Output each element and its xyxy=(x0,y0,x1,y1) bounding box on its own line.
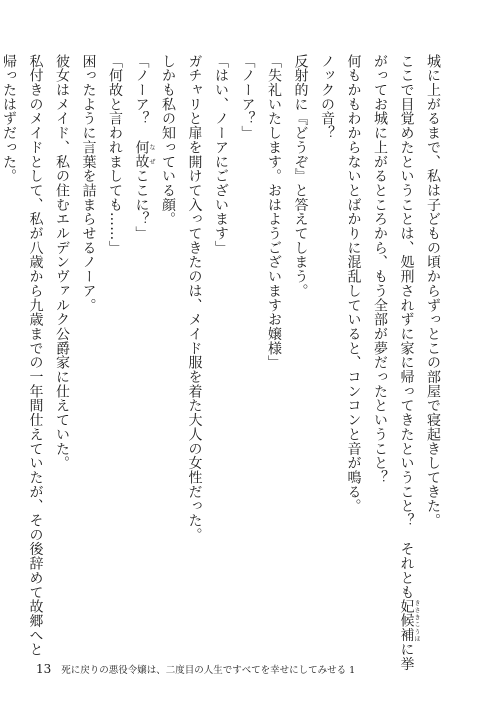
text-line: しかも私の知っている顔。 xyxy=(160,54,176,227)
text-line: 困ったように言葉を詰まらせるノーア。 xyxy=(80,54,97,313)
text-line: 反射的に『どうぞ』と答えてしまう。 xyxy=(292,54,309,298)
text-line: 城に上がるまで、私は子どもの頃からずっとこの部屋で寝起きしてきた。 xyxy=(425,54,441,528)
book-title: 死に戻りの悪役令嬢は、二度目の人生ですべてを幸せにしてみせる 1 xyxy=(61,665,356,676)
text-line: 帰ったはずだった。 xyxy=(1,54,17,184)
page-number: 13 xyxy=(36,662,52,676)
text-line: ノックの音？ xyxy=(319,54,335,141)
ruby-word: 何故なぜ xyxy=(133,140,155,169)
text-line: 「何故と言われましても……」 xyxy=(107,54,123,255)
page-footer xyxy=(36,662,355,676)
text-line: 「はい、ノーアにございます」 xyxy=(213,54,229,255)
text-line: 何もかもわからないとばかりに混乱していると、コンコンと音が鳴る。 xyxy=(345,54,362,514)
text-line: ガチャリと扉を開けて入ってきたのは、メイド服を着た大人の女性だった。 xyxy=(186,54,203,542)
ruby-word: 妃候補きさきこうほ xyxy=(398,599,420,643)
text-line: 「失礼いたします。おはようございますお嬢様」 xyxy=(266,54,282,370)
text-line: 彼女はメイド、私の住むエルデンヴァルク公爵家に仕えていた。 xyxy=(54,54,70,471)
text-line: 「ノーア？」 xyxy=(239,54,256,141)
text-line: 「ノーア？ 何故なぜここに？」 xyxy=(133,54,155,241)
text-line: がってお城に上がるところから、もう全部が夢だったということ？ xyxy=(372,54,388,485)
text-line: 私付きのメイドとして、私が八歳から九歳までの一年間仕えていたが、その後辞めて故郷へと xyxy=(27,54,44,657)
text-line: ここで目覚めたということは、処刑されずに家に帰ってきたということ？ それとも妃候補きさきこうほに挙 xyxy=(398,54,420,672)
